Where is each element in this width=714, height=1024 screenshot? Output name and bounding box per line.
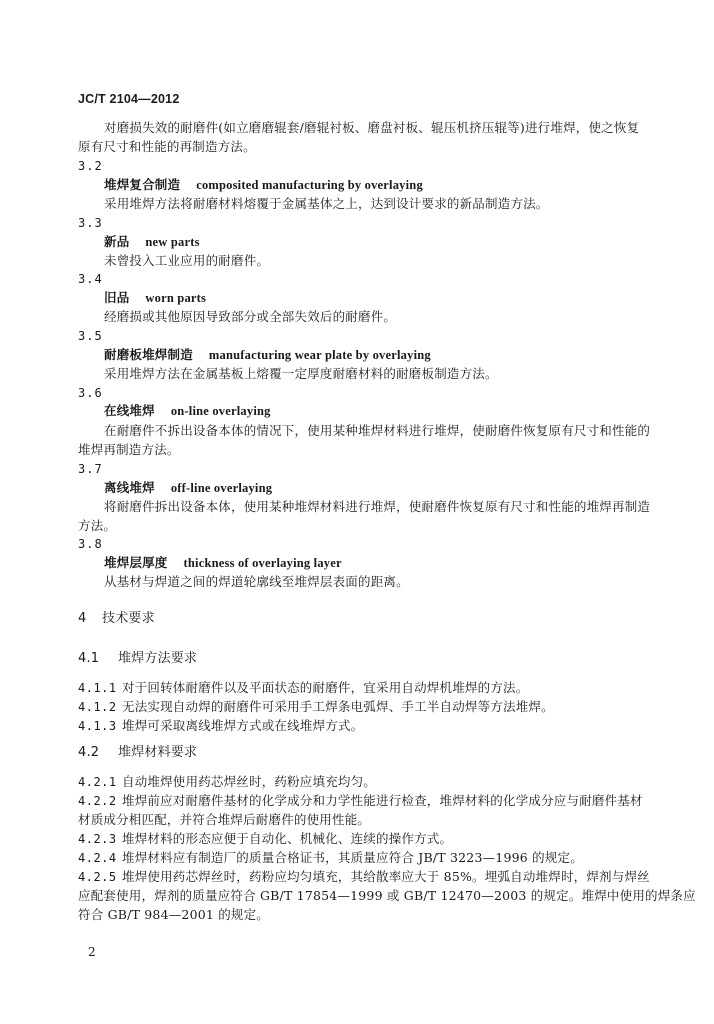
subsection-number: 4.2 xyxy=(78,745,100,760)
clause-number: 4.1.3 xyxy=(78,719,117,733)
term-title xyxy=(104,555,342,571)
term-zh: 堆焊复合制造 xyxy=(104,177,181,192)
term-definition: 从基材与焊道之间的焊道轮廓线至堆焊层表面的距离。 xyxy=(104,574,409,589)
term-number: 3.8 xyxy=(78,537,103,551)
term-title xyxy=(104,177,423,193)
clause-line xyxy=(78,718,363,734)
term-en: on-line overlaying xyxy=(170,404,271,418)
clause-number: 4.1.1 xyxy=(78,681,117,695)
term-number: 3.7 xyxy=(78,462,103,476)
clause-text: 堆焊可采取离线堆焊方式或在线堆焊方式。 xyxy=(122,718,364,733)
section-number: 4 xyxy=(78,611,87,626)
term-zh: 新品 xyxy=(104,234,130,249)
term-definition: 采用堆焊方法在金属基板上熔覆一定厚度耐磨材料的耐磨板制造方法。 xyxy=(104,366,498,381)
term-zh: 旧品 xyxy=(104,290,130,305)
clause-text: 堆焊使用药芯焊丝时，药粉应均匀填充，其给散率应大于 85%。埋弧自动堆焊时，焊剂与焊丝 xyxy=(122,869,650,884)
term-en: manufacturing wear plate by overlaying xyxy=(208,348,431,362)
clause-number: 4.2.2 xyxy=(78,794,117,808)
term-title xyxy=(104,234,200,250)
term-number: 3.3 xyxy=(78,216,103,230)
clause-line xyxy=(78,774,376,790)
clause-text: 对于回转体耐磨件以及平面状态的耐磨件，宜采用自动焊机堆焊的方法。 xyxy=(122,680,529,695)
clause-text: 符合 GB/T 984—2001 的规定。 xyxy=(78,907,270,922)
intro-line-2: 原有尺寸和性能的再制造方法。 xyxy=(78,139,256,154)
term-en: worn parts xyxy=(145,291,207,305)
term-zh: 耐磨板堆焊制造 xyxy=(104,347,193,362)
clause-text: 堆焊材料的形态应便于自动化、机械化、连续的操作方式。 xyxy=(122,831,453,846)
term-zh: 堆焊层厚度 xyxy=(104,555,168,570)
term-title xyxy=(104,403,271,419)
term-title xyxy=(104,290,206,306)
clause-number: 4.2.1 xyxy=(78,775,117,789)
term-definition: 采用堆焊方法将耐磨材料熔覆于金属基体之上，达到设计要求的新品制造方法。 xyxy=(104,196,549,211)
clause-text: 自动堆焊使用药芯焊丝时，药粉应填充均匀。 xyxy=(122,774,377,789)
term-definition: 将耐磨件拆出设备本体，使用某种堆焊材料进行堆焊，使耐磨件恢复原有尺寸和性能的堆焊再制造 xyxy=(104,499,651,514)
term-title xyxy=(104,480,272,496)
clause-line xyxy=(78,869,650,885)
clause-text: 堆焊前应对耐磨件基材的化学成分和力学性能进行检查，堆焊材料的化学成分应与耐磨件基材 xyxy=(122,793,643,808)
term-en: thickness of overlaying layer xyxy=(183,556,342,570)
term-definition: 未曾投入工业应用的耐磨件。 xyxy=(104,253,270,268)
subsection-number: 4.1 xyxy=(78,651,100,666)
subsection-heading xyxy=(78,745,197,761)
clause-line xyxy=(78,793,643,809)
clause-line xyxy=(78,699,554,715)
subsection-title: 堆焊方法要求 xyxy=(118,651,198,666)
clause-line xyxy=(78,680,528,696)
section-heading xyxy=(78,611,155,627)
term-definition: 方法。 xyxy=(78,518,117,533)
clause-number: 4.2.5 xyxy=(78,870,117,884)
clause-line xyxy=(78,831,452,847)
clause-text: 堆焊材料应有制造厂的质量合格证书，其质量应符合 JB/T 3223—1996 的规定。 xyxy=(122,850,583,865)
term-definition: 在耐磨件不拆出设备本体的情况下，使用某种堆焊材料进行堆焊，使耐磨件恢复原有尺寸和性能的 xyxy=(104,423,651,438)
clause-text: 应配套使用，焊剂的质量应符合 GB/T 17854—1999 或 GB/T 12470—2003 的规定。堆焊中使用的焊条应 xyxy=(78,888,696,903)
section-title: 技术要求 xyxy=(102,611,155,626)
term-en: off-line overlaying xyxy=(170,481,273,495)
term-number: 3.2 xyxy=(78,159,103,173)
subsection-heading xyxy=(78,651,197,667)
term-number: 3.4 xyxy=(78,272,103,286)
term-title xyxy=(104,347,431,363)
document-header-id: JC/T 2104—2012 xyxy=(78,92,180,106)
term-number: 3.6 xyxy=(78,386,103,400)
term-zh: 在线堆焊 xyxy=(104,403,155,418)
clause-text: 材质成分相匹配，并符合堆焊后耐磨件的使用性能。 xyxy=(78,812,371,827)
term-zh: 离线堆焊 xyxy=(104,480,155,495)
term-definition: 堆焊再制造方法。 xyxy=(78,442,180,457)
term-en: composited manufacturing by overlaying xyxy=(196,178,423,192)
clause-number: 4.2.4 xyxy=(78,851,117,865)
term-definition: 经磨损或其他原因导致部分或全部失效后的耐磨件。 xyxy=(104,309,397,324)
term-en: new parts xyxy=(145,235,200,249)
term-number: 3.5 xyxy=(78,329,103,343)
clause-number: 4.1.2 xyxy=(78,700,117,714)
page-number: 2 xyxy=(88,945,96,959)
clause-line xyxy=(78,850,583,866)
subsection-title: 堆焊材料要求 xyxy=(118,745,198,760)
intro-line-1: 对磨损失效的耐磨件(如立磨磨辊套/磨辊衬板、磨盘衬板、辊压机挤压辊等)进行堆焊，使之恢复 xyxy=(104,120,640,135)
clause-text: 无法实现自动焊的耐磨件可采用手工焊条电弧焊、手工半自动焊等方法堆焊。 xyxy=(122,699,554,714)
clause-number: 4.2.3 xyxy=(78,832,117,846)
